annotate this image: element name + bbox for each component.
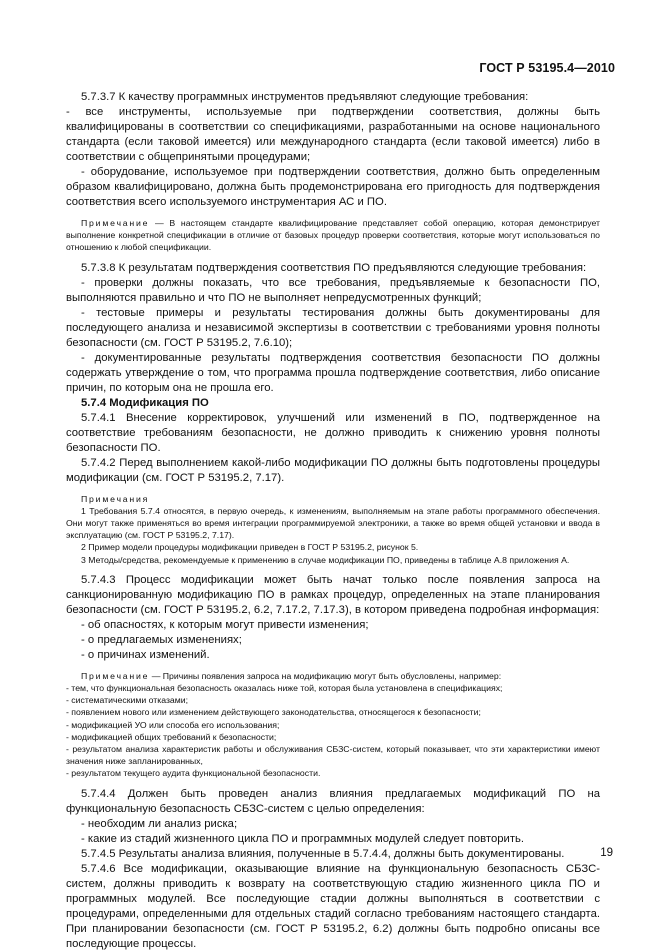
note-4-item: - результатом анализа характеристик работы и обслуживания СБЗС-систем, который показывает, что эти характеристики имеют значения ниже запланированных, bbox=[66, 744, 600, 767]
note-label: Примечание bbox=[81, 670, 150, 681]
notes-label: Примечания bbox=[81, 493, 150, 504]
note-4-item: - тем, что функциональная безопасность оказалась ниже той, которая была установлена в спецификациях; bbox=[66, 683, 503, 694]
page-number: 19 bbox=[600, 847, 613, 859]
note-4 bbox=[66, 670, 600, 682]
clause-5746: 5.7.4.6 Все модификации, оказывающие влияние на функциональную безопасность СБЗС-систем, должны приводить к возврату на соответствующую стадию жизненного цикла ПО и программных модулей. Все последующие стадии должны выполняться в соответствии с процедурами, определенными для отдельных стадий согласно требованиям настоящего стандарта. При планировании безопасности (см. ГОСТ Р 53195.2, 6.2) должны быть подробно описаны все последующие процессы. bbox=[66, 862, 600, 950]
clause-5738-item: - проверки должны показать, что все требования, предъявляемые к безопасности ПО, выполняются правильно и что ПО не выполняет непредусмотренных функций; bbox=[66, 276, 600, 304]
note-text: — В настоящем стандарте квалифицирование представляет собой операцию, которая демонстрирует выполнение конкретной спецификации в отличие от базовых процедур проверки соответствия, которые могут использоваться по отношению к любой спецификации. bbox=[66, 218, 600, 253]
clause-5744-item: - какие из стадий жизненного цикла ПО и программных модулей следует повторить. bbox=[81, 832, 525, 845]
document-body bbox=[66, 90, 600, 952]
document-header: ГОСТ Р 53195.4—2010 bbox=[479, 61, 615, 75]
clause-5743-item: - о причинах изменений. bbox=[81, 648, 210, 661]
clause-5737-item: - все инструменты, используемые при подтверждении соответствия, должны быть квалифицированы в соответствии со спецификациями, разработанными на основе национального стандарта (если таковой имеется) или международного стандарта (если таковой имеется) либо в соответствии с общепринятыми процедурами; bbox=[66, 106, 600, 163]
clause-5743: 5.7.4.3 Процесс модификации может быть начат только после появления запроса на санкционированную модификацию ПО в рамках процедур, определенных на этапе планирования безопасности (см. ГОСТ Р 53195.2, 6.2, 7.17.2, 7.17.3), в котором приведена подробная информация: bbox=[66, 573, 600, 616]
note bbox=[66, 217, 600, 254]
note-4-item: - результатом текущего аудита функциональной безопасности. bbox=[66, 768, 321, 779]
note-4-item: - модификацией общих требований к безопасности; bbox=[66, 731, 277, 742]
clause-5743-item: - о предлагаемых изменениях; bbox=[81, 633, 242, 646]
note-1: 1 Требования 5.7.4 относятся, в первую очередь, к изменениям, выполняемым на этапе работы программного обеспечения. Они могут также применяться во время интеграции программируемой электроники, а также во время общей установки и ввода в эксплуатацию (см. ГОСТ Р 53195.2, 7.17). bbox=[66, 505, 600, 541]
note-2: 2 Пример модели процедуры модификации приведен в ГОСТ Р 53195.2, рисунок 5. bbox=[81, 542, 419, 553]
clause-5738-intro: 5.7.3.8 К результатам подтверждения соответствия ПО предъявляются следующие требования: bbox=[81, 261, 587, 274]
note-3: 3 Методы/средства, рекомендуемые к применению в случае модификации ПО, приведены в таблице А.8 приложения А. bbox=[81, 554, 570, 565]
section-heading: 5.7.4 Модификация ПО bbox=[81, 396, 209, 409]
clause-5742: 5.7.4.2 Перед выполнением какой-либо модификации ПО должны быть подготовлены процедуры модификации (см. ГОСТ Р 53195.2, 7.17). bbox=[66, 456, 600, 484]
clause-5744-item: - необходим ли анализ риска; bbox=[81, 817, 238, 830]
clause-5738-item: - тестовые примеры и результаты тестирования должны быть документированы для последующего анализа и независимой экспертизы в соответствии с требованиями уровня полноты безопасности (см. ГОСТ Р 53195.2, 7.6.10); bbox=[66, 306, 600, 349]
clause-5744: 5.7.4.4 Должен быть проведен анализ влияния предлагаемых модификаций ПО на функциональную безопасность СБЗС-систем с целью определения: bbox=[66, 787, 600, 815]
note-4-item: - систематическими отказами; bbox=[66, 695, 188, 706]
note-label: Примечание bbox=[81, 218, 150, 228]
clause-5745: 5.7.4.5 Результаты анализа влияния, полученные в 5.7.4.4, должны быть документированы. bbox=[81, 847, 565, 860]
clause-5738-item: - документированные результаты подтверждения соответствия безопасности ПО должны содержать утверждение о том, что программа прошла подтверждение соответствия, либо описание причин, по которым она не прошла его. bbox=[66, 351, 600, 394]
note-4-item: - модификацией УО или способа его использования; bbox=[66, 719, 280, 730]
note-4-item: - появлением нового или изменением действующего законодательства, относящегося к безопасности; bbox=[66, 707, 481, 718]
clause-5737-item: - оборудование, используемое при подтверждении соответствия, должно быть определенным образом квалифицировано, должна быть продемонстрирована его пригодность для подтверждения соответствия всего используемого инструментария АС и ПО. bbox=[66, 166, 600, 208]
clause-5743-item: - об опасностях, к которым могут привести изменения; bbox=[81, 618, 369, 631]
note-text: — Причины появления запроса на модификацию могут быть обусловлены, например: bbox=[149, 670, 502, 681]
clause-5741: 5.7.4.1 Внесение корректировок, улучшений или изменений в ПО, подтвержденное на соответствие требованиям безопасности, не должно приводить к снижению уровня полноты безопасности ПО. bbox=[66, 411, 600, 454]
clause-5737-intro: 5.7.3.7 К качеству программных инструментов предъявляют следующие требования: bbox=[81, 91, 529, 103]
